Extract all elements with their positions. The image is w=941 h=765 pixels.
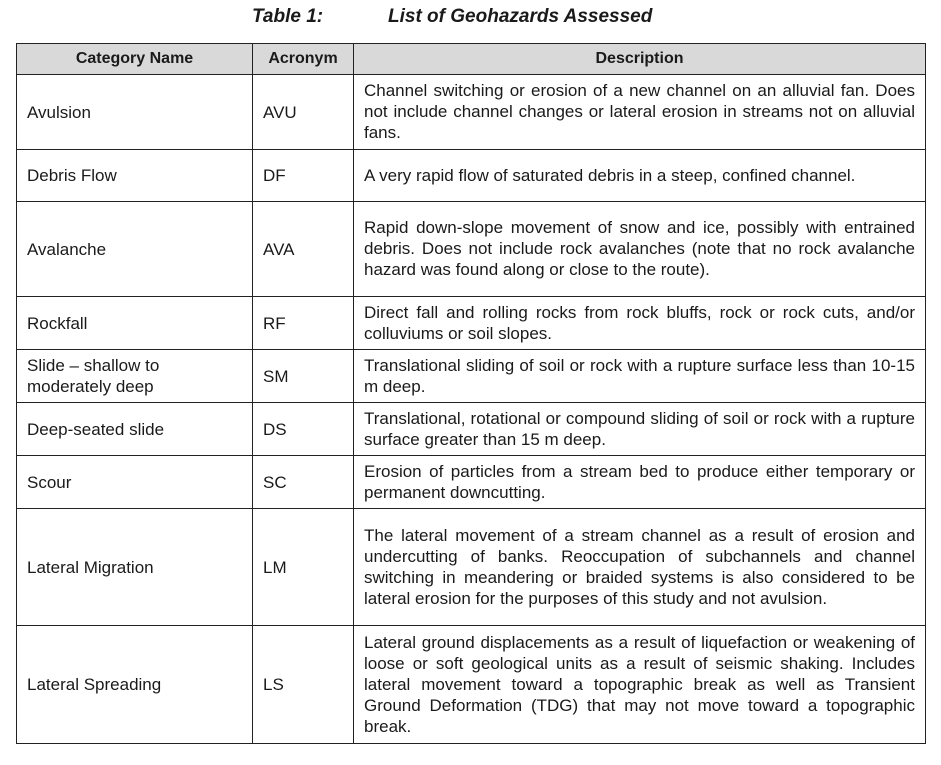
table-header: [17, 44, 926, 75]
category-name-cell: Avalanche: [17, 202, 253, 297]
geohazards-table: [16, 43, 926, 744]
table-row: [17, 75, 926, 150]
acronym-cell: SC: [253, 456, 354, 509]
table-row: [17, 202, 926, 297]
category-name-cell: Debris Flow: [17, 150, 253, 202]
acronym-cell: AVA: [253, 202, 354, 297]
description-cell: Rapid down-slope movement of snow and ice, possibly with entrained debris. Does not include rock avalanches (note that no rock avalanche hazard was found along or close to the route).: [354, 202, 926, 297]
header-description: Description: [354, 44, 926, 75]
table-row: [17, 297, 926, 350]
description-cell: Erosion of particles from a stream bed to produce either temporary or permanent downcutting.: [354, 456, 926, 509]
category-name-cell: Avulsion: [17, 75, 253, 150]
acronym-cell: AVU: [253, 75, 354, 150]
acronym-cell: DF: [253, 150, 354, 202]
description-cell: A very rapid flow of saturated debris in a steep, confined channel.: [354, 150, 926, 202]
table-row: [17, 150, 926, 202]
category-name-cell: Rockfall: [17, 297, 253, 350]
acronym-cell: LM: [253, 509, 354, 626]
acronym-cell: DS: [253, 403, 354, 456]
table-row: [17, 626, 926, 744]
description-cell: The lateral movement of a stream channel as a result of erosion and undercutting of banks. Reoccupation of subchannels and channel switching in meandering or braided systems is also considered to be lateral erosion for the purposes of this study and not avulsion.: [354, 509, 926, 626]
acronym-cell: RF: [253, 297, 354, 350]
category-name-cell: Deep-seated slide: [17, 403, 253, 456]
category-name-cell: Lateral Migration: [17, 509, 253, 626]
table-title: List of Geohazards Assessed: [388, 6, 653, 27]
header-row: [17, 44, 926, 75]
header-acronym: Acronym: [253, 44, 354, 75]
acronym-cell: LS: [253, 626, 354, 744]
description-cell: Direct fall and rolling rocks from rock bluffs, rock or rock cuts, and/or colluviums or soil slopes.: [354, 297, 926, 350]
table-row: [17, 456, 926, 509]
table-number: Table 1:: [252, 6, 324, 27]
table-row: [17, 509, 926, 626]
category-name-cell: Scour: [17, 456, 253, 509]
table-row: [17, 403, 926, 456]
category-name-cell: Lateral Spreading: [17, 626, 253, 744]
header-category-name: Category Name: [17, 44, 253, 75]
description-cell: Lateral ground displacements as a result of liquefaction or weakening of loose or soft geological units as a result of seismic shaking. Includes lateral movement toward a topographic break as well as Transient Ground Deformation (TDG) that may not move toward a topographic break.: [354, 626, 926, 744]
description-cell: Channel switching or erosion of a new channel on an alluvial fan. Does not include channel changes or lateral erosion in streams not on alluvial fans.: [354, 75, 926, 150]
description-cell: Translational sliding of soil or rock with a rupture surface less than 10-15 m deep.: [354, 350, 926, 403]
table-body: [17, 75, 926, 744]
table-caption: [0, 6, 941, 32]
acronym-cell: SM: [253, 350, 354, 403]
table-row: [17, 350, 926, 403]
description-cell: Translational, rotational or compound sliding of soil or rock with a rupture surface greater than 15 m deep.: [354, 403, 926, 456]
category-name-cell: Slide – shallow to moderately deep: [17, 350, 253, 403]
